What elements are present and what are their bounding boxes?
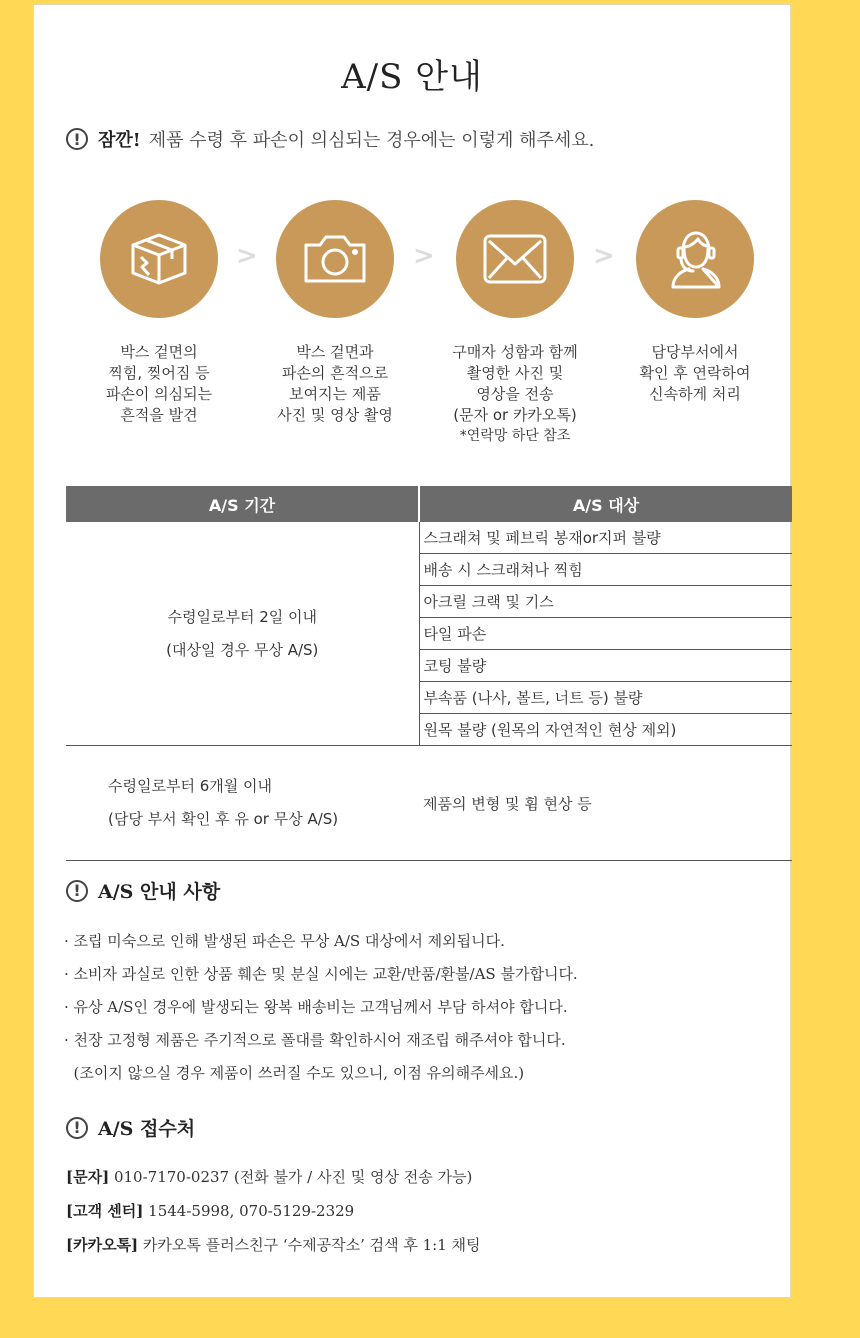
contact-value: 010-7170-0237 (전화 불가 / 사진 및 영상 전송 가능)	[109, 1168, 473, 1186]
list-item: · 천장 고정형 제품은 주기적으로 폴대를 확인하시어 재조립 해주셔야 합니다.	[64, 1031, 566, 1049]
contact-title-text: A/S 접수처	[98, 1118, 196, 1140]
as-guide-card	[33, 4, 791, 1298]
step-4-line-1: 담당부서에서	[651, 343, 739, 361]
step-3-line-3: 영상을 전송	[476, 385, 554, 403]
table-cell: 제품의 변형 및 휨 현상 등	[419, 746, 792, 861]
step-arrow-icon: >	[593, 241, 615, 271]
step-4-line-2: 확인 후 연락하여	[639, 364, 751, 382]
list-item: · 조립 미숙으로 인해 발생된 파손은 무상 A/S 대상에서 제외됩니다.	[64, 932, 505, 950]
period-cell-1	[66, 522, 419, 746]
table-cell: 스크래쳐 및 페브릭 봉재or지퍼 불량	[419, 522, 792, 554]
box-icon	[100, 200, 218, 318]
step-2-line-1: 박스 겉면과	[296, 343, 374, 361]
step-2	[260, 200, 410, 426]
step-arrow-icon: >	[236, 241, 258, 271]
step-2-line-4: 사진 및 영상 촬영	[277, 406, 393, 424]
contact-list	[66, 1160, 481, 1262]
step-1-line-4: 흔적을 발견	[120, 406, 198, 424]
mail-icon	[456, 200, 574, 318]
contact-kakaotalk	[66, 1228, 481, 1262]
contact-label: [문자]	[66, 1168, 110, 1186]
step-arrow-icon: >	[413, 241, 435, 271]
as-table	[66, 486, 792, 861]
warning-line	[66, 124, 594, 154]
step-3-line-4: (문자 or 카카오톡)	[453, 406, 577, 424]
contact-title	[66, 1114, 195, 1141]
step-1	[84, 200, 234, 426]
contact-value: 1544-5998, 070-5129-2329	[143, 1202, 355, 1220]
list-item: (조이지 않으실 경우 제품이 쓰러질 수도 있으니, 이점 유의해주세요.)	[64, 1064, 525, 1082]
exclamation-circle-icon: !	[66, 128, 88, 150]
step-3-note: *연락망 하단 참조	[459, 428, 571, 444]
step-1-line-1: 박스 겉면의	[120, 343, 198, 361]
contact-label: [고객 센터]	[66, 1202, 144, 1220]
table-header-target: A/S 대상	[419, 486, 792, 522]
page-title: A/S 안내	[341, 57, 483, 97]
table-cell: 부속품 (나사, 볼트, 너트 등) 불량	[419, 682, 792, 714]
period-1-line-1: 수령일로부터 2일 이내	[167, 607, 317, 626]
period-2-line-1: 수령일로부터 6개월 이내	[108, 777, 272, 795]
list-item: · 유상 A/S인 경우에 발생되는 왕복 배송비는 고객님께서 부담 하셔야 합니다.	[64, 998, 568, 1016]
table-cell: 타일 파손	[419, 618, 792, 650]
step-1-line-2: 찍힘, 찢어짐 등	[108, 364, 210, 382]
camera-icon	[276, 200, 394, 318]
table-row	[66, 522, 792, 554]
step-1-line-3: 파손이 의심되는	[105, 385, 213, 403]
table-cell: 원목 불량 (원목의 자연적인 현상 제외)	[419, 714, 792, 746]
table-cell: 배송 시 스크래쳐나 찍힘	[419, 554, 792, 586]
notice-title	[66, 877, 220, 904]
contact-customer-center	[66, 1194, 481, 1228]
step-4	[620, 200, 770, 405]
headset-agent-icon	[636, 200, 754, 318]
exclamation-circle-icon: !	[66, 1117, 88, 1139]
period-1-line-2: (대상일 경우 무상 A/S)	[166, 640, 319, 659]
table-cell: 아크릴 크랙 및 기스	[419, 586, 792, 618]
exclamation-circle-icon: !	[66, 880, 88, 902]
step-2-line-3: 보여지는 제품	[289, 385, 381, 403]
contact-label: [카카오톡]	[66, 1236, 139, 1254]
notice-title-text: A/S 안내 사항	[98, 881, 221, 903]
table-row	[66, 746, 792, 861]
step-3-line-2: 촬영한 사진 및	[466, 364, 564, 382]
table-cell: 코팅 불량	[419, 650, 792, 682]
warning-strong: 잠깐!	[98, 130, 141, 151]
table-header-period: A/S 기간	[66, 486, 419, 522]
step-4-line-3: 신속하게 처리	[649, 385, 741, 403]
step-3-line-1: 구매자 성함과 함께	[452, 343, 578, 361]
contact-sms	[66, 1160, 481, 1194]
list-item: · 소비자 과실로 인한 상품 훼손 및 분실 시에는 교환/반품/환불/AS 불가합니다.	[64, 965, 578, 983]
warning-text: 제품 수령 후 파손이 의심되는 경우에는 이렇게 해주세요.	[148, 130, 595, 151]
notice-list	[64, 925, 578, 1090]
period-cell-2	[66, 746, 419, 861]
step-2-line-2: 파손의 흔적으로	[281, 364, 389, 382]
contact-value: 카카오톡 플러스친구 ‘수제공작소’ 검색 후 1:1 채팅	[138, 1236, 481, 1254]
step-3	[440, 200, 590, 447]
period-2-line-2: (담당 부서 확인 후 유 or 무상 A/S)	[108, 810, 339, 828]
